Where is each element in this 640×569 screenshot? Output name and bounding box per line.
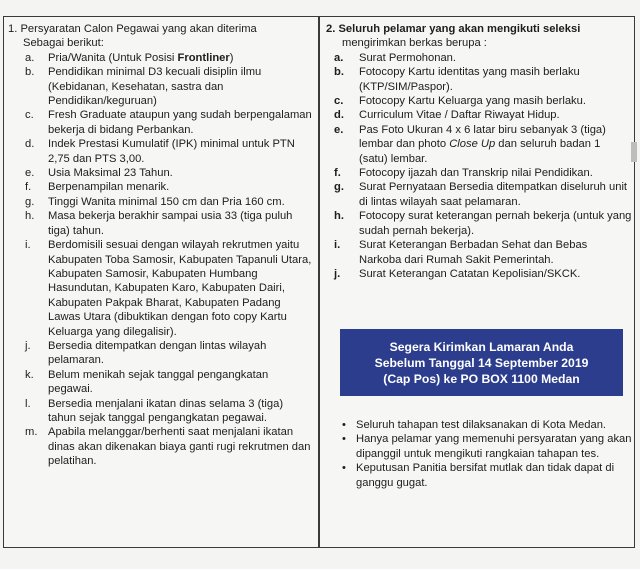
requirement-item: a. Pria/Wanita (Untuk Posisi Frontliner) (8, 51, 313, 65)
documents-column (326, 22, 632, 281)
documents-intro: mengirimkan berkas berupa : (342, 37, 487, 50)
documents-title: 2. Seluruh pelamar yang akan mengikuti seleksi (326, 23, 581, 35)
document-item: a. Surat Permohonan. (334, 51, 457, 64)
requirement-item: c. Fresh Graduate ataupun yang sudah berpengalaman bekerja di bidang Perbankan. (25, 109, 312, 136)
deadline-banner (340, 329, 623, 396)
document-item: j. Surat Keterangan Catatan Kepolisian/SKCK. (334, 267, 581, 280)
requirements-intro: Sebagai berikut: (23, 37, 104, 50)
document-item: e. Pas Foto Ukuran 4 x 6 latar biru sebanyak 3 (tiga) lembar dan photo Close Up dan seluruh badan 1 (satu) lembar. (334, 123, 606, 165)
note-item: • Hanya pelamar yang memenuhi persyaratan yang akan dipanggil untuk mengikuti rangkaian tahapan tes. (342, 433, 632, 460)
requirement-item: h. Masa bekerja berakhir sampai usia 33 (tiga puluh tiga) tahun. (25, 210, 293, 237)
requirement-item: i. Berdomisili sesuai dengan wilayah rekrutmen yaitu Kabupaten Toba Samosir, Kabupaten Tapanuli Utara, Kabupaten Samosir, Kabupaten Humbang Hasundutan, Kabupaten Karo, Kabupaten Dairi, Kabupaten Pakpak Bharat, Kabupaten Padang Lawas Utara (dibuktikan dengan foto copy Kartu Keluarga yang dilegalisir). (25, 239, 312, 338)
item-letter: a. (25, 51, 35, 64)
requirement-item: l. Bersedia menjalani ikatan dinas selama 3 (tiga) tahun sejak tanggal pengangkatan pegawai. (25, 397, 284, 424)
banner-line-1: Segera Kirimkan Lamaran Anda (389, 339, 574, 354)
requirements-title: 1. Persyaratan Calon Pegawai yang akan diterima (8, 23, 257, 35)
requirement-item: b. Pendidikan minimal D3 kecuali disiplin ilmu (Kebidanan, Kesehatan, sastra dan Pendidikan/keguruan) (25, 66, 262, 108)
document-item: f. Fotocopy ijazah dan Transkrip nilai Pendidikan. (334, 167, 593, 180)
requirement-item: e. Usia Maksimal 23 Tahun. (25, 167, 173, 180)
document-item: d. Curriculum Vitae / Daftar Riwayat Hidup. (334, 109, 560, 122)
note-item: • Seluruh tahapan test dilaksanakan di Kota Medan. (342, 419, 607, 431)
column-divider (318, 16, 320, 548)
frontliner-emphasis: Frontliner (177, 51, 230, 64)
document-item: i. Surat Keterangan Berbadan Sehat dan Bebas Narkoba dari Rumah Sakit Pemerintah. (334, 239, 588, 266)
requirement-item: d. Indek Prestasi Kumulatif (IPK) minimal untuk PTN 2,75 dan PTS 3,00. (25, 138, 295, 165)
note-item: • Keputusan Panitia bersifat mutlak dan tidak dapat di ganggu gugat. (342, 462, 615, 489)
requirement-item: k. Belum menikah sejak tanggal pengangkatan pegawai. (25, 368, 269, 396)
document-item: c. Fotocopy Kartu Keluarga yang masih berlaku. (334, 95, 586, 108)
requirements-column (8, 22, 313, 469)
bullet: • (342, 433, 346, 446)
bullet: • (342, 419, 346, 431)
requirement-item: j. Bersedia ditempatkan dengan lintas wilayah pelamaran. (25, 339, 267, 367)
bullet: • (342, 462, 346, 475)
close-up-emphasis: Close Up (449, 138, 496, 151)
document-item: h. Fotocopy surat keterangan pernah bekerja (untuk yang sudah pernah bekerja). (334, 210, 632, 237)
requirement-item: f. Berpenampilan menarik. (25, 181, 170, 194)
requirement-item: g. Tinggi Wanita minimal 150 cm dan Pria 160 cm. (25, 195, 285, 208)
banner-line-2: Sebelum Tanggal 14 September 2019 (374, 355, 589, 370)
banner-line-3: (Cap Pos) ke PO BOX 1100 Medan (383, 371, 580, 386)
requirement-item: m. Apabila melanggar/berhenti saat menjalani ikatan dinas akan dikenakan biaya ganti rugi rekrutmen dan pelatihan. (25, 426, 311, 468)
document-item: g. Surat Pernyataan Bersedia ditempatkan diseluruh unit di lintas wilayah saat pelamaran. (334, 181, 628, 208)
notes-list (342, 418, 634, 490)
document-item: b. Fotocopy Kartu identitas yang masih berlaku (KTP/SIM/Paspor). (334, 66, 580, 93)
